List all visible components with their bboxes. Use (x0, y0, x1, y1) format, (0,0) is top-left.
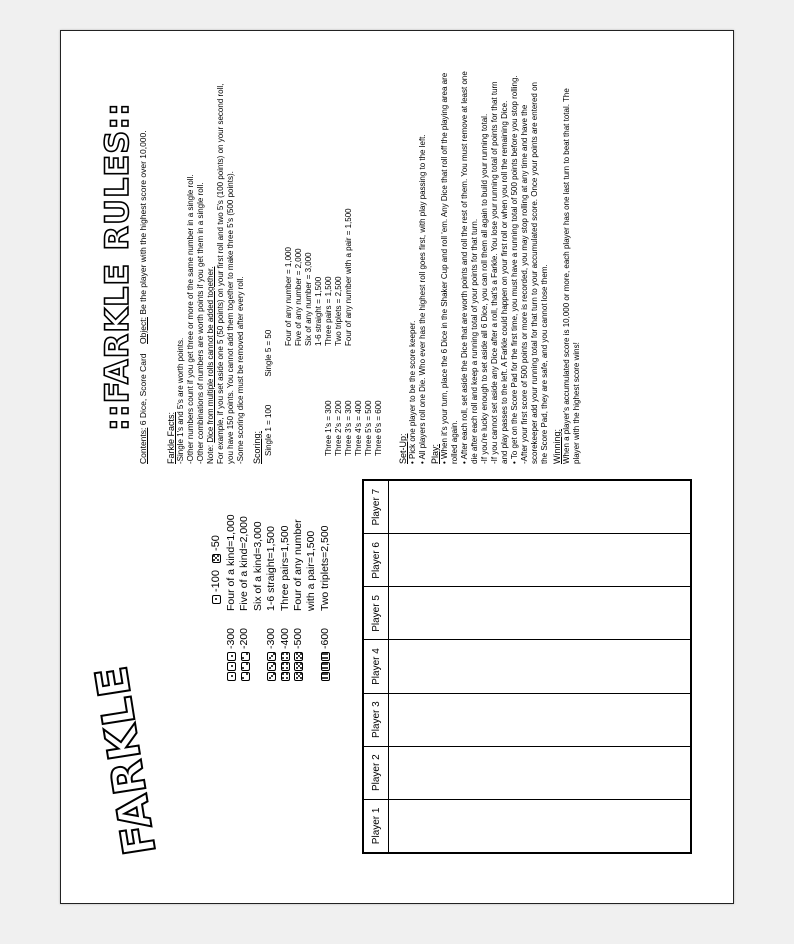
score-sheet (86, 472, 702, 872)
triple-points: -300 (265, 627, 278, 649)
score-triple-1: Three 1's = 300 (324, 400, 333, 456)
farkle-logo: FARKLE (86, 661, 167, 859)
rotated-page (86, 62, 702, 872)
reference-row (265, 514, 278, 718)
die-face-3-icon (267, 672, 276, 681)
player-header: Player 3 (363, 693, 389, 746)
play-6: -After your first score of 500 points or more is recorded, you may stop rolling at any time and have the scorekeeper add your running total for that turn to your accumulated score. Once your points are entered on the Score Pad, they are safe, and you cannot lose them. (520, 82, 549, 464)
score-triple-4: Three 4's = 400 (354, 400, 363, 456)
combo-label: 1-6 straight=1,500 (265, 526, 278, 611)
setup-2: • All players roll one Die. Who ever has the highest roll goes first, with play passing to the left. (418, 134, 427, 464)
reference-row (319, 514, 332, 718)
triple-dice (267, 652, 276, 718)
score-triple-6: Three 6's = 600 (374, 400, 383, 456)
score-table (362, 479, 692, 854)
ones-value: -100 (210, 569, 222, 592)
scoring-heading: Scoring: (252, 430, 262, 464)
triple-dice (281, 652, 290, 718)
die-face-1-icon (227, 652, 236, 661)
object-label: Object: (138, 317, 148, 344)
play-1: • When it's your turn, place the 6 Dice in the Shaker Cup and roll 'em. Any Dice that roll off the playing area are rolled again. (440, 72, 459, 464)
triple-dice (321, 652, 330, 718)
combo-label: Five of a kind=2,000 (238, 516, 251, 611)
scoring-right-col (284, 69, 384, 346)
scoring-columns (284, 69, 384, 456)
reference-row (238, 514, 251, 718)
player-header: Player 4 (363, 640, 389, 693)
fact-3: -Other combinations of numbers are worth points if you get them in a single roll. (196, 182, 205, 464)
player-score-column[interactable] (389, 587, 692, 640)
die-face-2-icon (241, 662, 250, 671)
winning-heading: Winning: (552, 428, 562, 464)
triple-dice (227, 652, 236, 718)
triple-points: -300 (225, 627, 237, 649)
die-face-1-icon (227, 662, 236, 671)
die-face-5-icon (294, 662, 303, 671)
contents-value: 6 Dice, Score Card (138, 353, 148, 426)
single-one: Single 1 = 100 (264, 404, 273, 456)
die-face-4-icon (281, 662, 290, 671)
player-score-column[interactable] (389, 640, 692, 693)
score-combo-1: Four of any number = 1,000 (284, 247, 293, 346)
fact-2: -Other numbers count if you get three or more of the same number in a single roll. (186, 174, 195, 464)
play-heading: Play: (430, 443, 440, 464)
die-face-4-icon (281, 672, 290, 681)
setup-1: • Pick one player to be the score keeper. (408, 320, 417, 464)
play-5: • To get on the Score Pad for the first time, you must have a running total of 500 points before you stop rolling. (510, 75, 519, 464)
score-combo-3: Six of any number = 3,000 (304, 252, 313, 346)
die-face-4-icon (281, 652, 290, 661)
combo-label: with a pair=1,500 (305, 530, 318, 611)
facts-heading: Farkle Facts: (166, 411, 176, 464)
player-header: Player 1 (363, 799, 389, 853)
die-face-5-icon (294, 652, 303, 661)
single-five: Single 5 = 50 (264, 329, 273, 377)
note-label: Note: (206, 444, 215, 464)
reference-row (252, 514, 265, 718)
reference-row (279, 514, 292, 718)
single-dice-values (210, 535, 222, 604)
scoring-reference (225, 514, 359, 718)
die-face-2-icon (241, 652, 250, 661)
player-header: Player 5 (363, 587, 389, 640)
die-face-5-icon (294, 672, 303, 681)
player-score-column[interactable] (389, 799, 692, 853)
combo-label: Six of a kind=3,000 (251, 521, 264, 611)
example-text: For example, if you set aside one 5 (50 points) on your first roll and two 5's (100 points) on your second roll, you have 150 points. You cannot add them together to make three 5's (500 points). (216, 83, 235, 464)
contents-object-line (138, 69, 148, 464)
die-face-6-icon (321, 652, 330, 661)
triple-points: -500 (291, 627, 304, 649)
setup-heading: Set-Up: (398, 433, 408, 464)
combo-label: Three pairs=1,500 (278, 525, 291, 611)
die-face-6-icon (321, 672, 330, 681)
reference-row (305, 514, 318, 718)
rules-title: ::FARKLE RULES:: (98, 102, 136, 431)
player-score-column[interactable] (389, 693, 692, 746)
play-3: -If you're lucky enough to set aside all 6 Dice, you can roll them all again to build your running total. (480, 113, 489, 464)
triple-dice (294, 652, 303, 718)
winning-text: When a player's accumulated score is 10,000 or more, each player has one last turn to beat that total. The player with the highest score wins! (562, 88, 581, 464)
fact-1: -Single 1's and 5's are worth points. (176, 337, 185, 464)
die-face-1-icon (227, 672, 236, 681)
play-2: • After each roll, set aside the Dice that are worth points and roll the rest of them. You must remove at least one die after each roll and keep a running total of your points for that turn. (460, 71, 479, 464)
triple-dice (241, 652, 250, 718)
score-combo-4: 1-6 straight = 1,500 (314, 276, 323, 346)
die-one-icon (212, 595, 221, 604)
combo-label: Four of a kind=1,000 (225, 514, 237, 611)
triple-points: -200 (238, 627, 251, 649)
combo-label: Four of any number (291, 519, 304, 611)
die-face-3-icon (267, 652, 276, 661)
player-header: Player 7 (363, 480, 389, 534)
scoring-dice-note: -Some scoring dice must be removed after every roll. (236, 276, 245, 464)
play-4: -If you cannot set aside any Dice after a roll, that's a Farkle. You lose your running total of points for that turn and play passes to the left. A Farkle could happen on your first roll or when you roll the remaining Dice. (490, 81, 509, 464)
score-combo-6: Two triplets = 2,500 (334, 276, 343, 346)
printable-sheet (60, 30, 734, 904)
note-text: Dice from multiple rolls cannot be added together. (206, 266, 215, 443)
die-face-2-icon (241, 672, 250, 681)
object-value: Be the player with the highest score over 10,000. (138, 130, 148, 315)
player-score-column[interactable] (389, 534, 692, 587)
player-score-column[interactable] (389, 480, 692, 534)
triple-points: -400 (278, 627, 291, 649)
score-combo-5: Three pairs = 1,500 (324, 276, 333, 346)
score-triple-2: Three 2's = 200 (334, 400, 343, 456)
fives-value: -50 (210, 535, 222, 551)
scoring-left-col (284, 346, 384, 456)
die-face-6-icon (321, 662, 330, 671)
reference-row (346, 514, 359, 718)
reference-row (292, 514, 305, 718)
reference-row (332, 514, 345, 718)
die-five-icon (212, 554, 221, 563)
note (206, 69, 216, 464)
die-face-3-icon (267, 662, 276, 671)
rules-panel (98, 69, 698, 464)
score-combo-2: Five of any number = 2,000 (294, 248, 303, 346)
singles-line (264, 69, 274, 456)
combo-label: Two triplets=2,500 (318, 525, 331, 611)
player-header: Player 6 (363, 534, 389, 587)
score-triple-5: Three 5's = 500 (364, 400, 373, 456)
player-header: Player 2 (363, 746, 389, 799)
reference-row (225, 514, 238, 718)
score-combo-7: Four of any number with a pair = 1,500 (344, 208, 353, 346)
player-score-column[interactable] (389, 746, 692, 799)
triple-points: -600 (318, 627, 331, 649)
contents-label: Contents: (138, 427, 148, 464)
score-triple-3: Three 3's = 300 (344, 400, 353, 456)
